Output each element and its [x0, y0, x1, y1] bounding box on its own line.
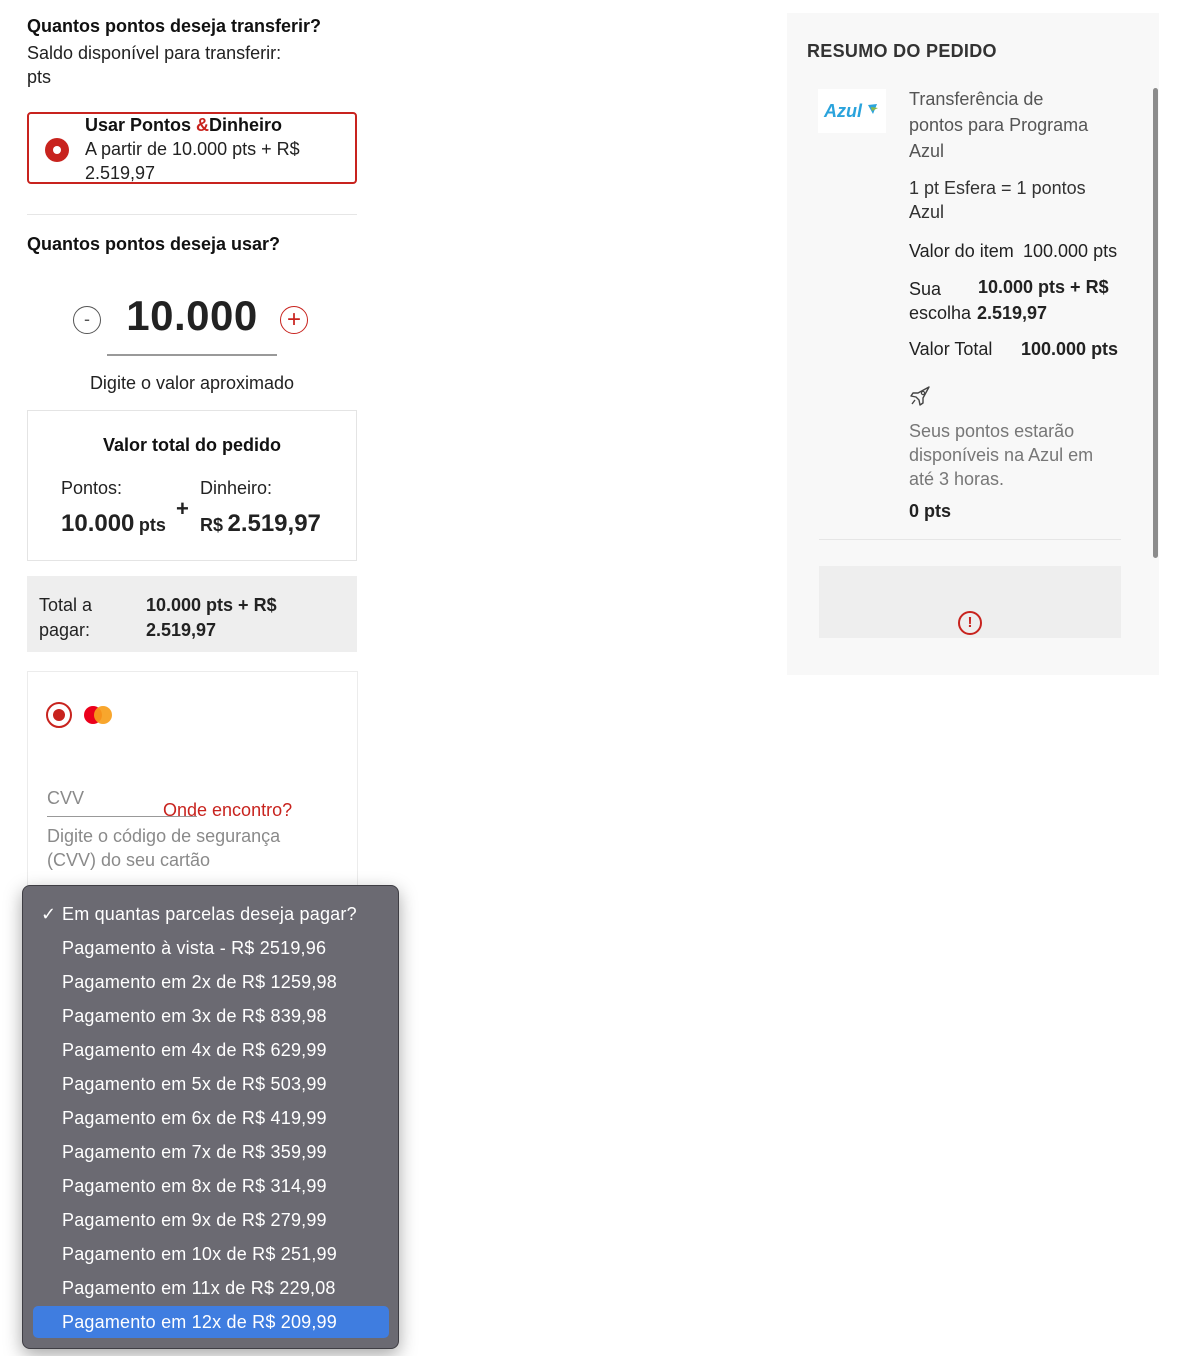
mastercard-icon — [84, 706, 114, 724]
item-value: 100.000 pts — [1023, 241, 1118, 261]
installment-option-0[interactable] — [33, 898, 389, 930]
order-total-title: Valor total do pedido — [102, 435, 281, 455]
choice-value-line1: 10.000 pts + R$ — [978, 277, 1109, 297]
transfer-question: Quantos pontos deseja transferir? — [27, 16, 322, 36]
option-desc-line2: 2.519,97 — [85, 163, 156, 183]
section-divider — [27, 214, 357, 215]
delivery-line1: Seus pontos estarão — [909, 421, 1075, 441]
points-input-underline — [107, 354, 277, 356]
points-balance: 0 pts — [909, 501, 952, 521]
summary-divider — [819, 539, 1121, 540]
order-total-card — [27, 410, 357, 561]
card-radio-dot — [53, 709, 65, 721]
where-to-find-link[interactable]: Onde encontro? — [163, 800, 293, 820]
installment-option-8[interactable]: Pagamento em 8x de R$ 314,99 — [62, 1176, 327, 1196]
choice-label-line2: escolha — [909, 303, 972, 323]
checkmark-icon: ✓ — [41, 904, 57, 924]
installment-option-7[interactable]: Pagamento em 7x de R$ 359,99 — [62, 1142, 327, 1162]
installment-option-3[interactable]: Pagamento em 3x de R$ 839,98 — [62, 1006, 327, 1026]
summary-title: RESUMO DO PEDIDO — [807, 41, 997, 61]
product-line3: Azul — [909, 141, 945, 161]
total-to-pay-box — [27, 576, 357, 652]
money-label: Dinheiro: — [200, 478, 273, 498]
order-summary-panel — [787, 13, 1159, 675]
payment-card-box — [27, 671, 358, 891]
increment-button[interactable] — [280, 306, 308, 334]
total-value-label: Valor Total — [909, 339, 993, 359]
option-title — [85, 115, 282, 136]
installment-option-12[interactable]: Pagamento em 12x de R$ 209,99 — [33, 1306, 389, 1338]
total-to-pay-label-line2: pagar: — [39, 620, 91, 640]
money-total — [200, 510, 321, 538]
choice-label-line1: Sua — [909, 279, 942, 299]
money-currency: R$ — [200, 515, 224, 535]
balance-unit: pts — [27, 67, 52, 87]
points-hint: Digite o valor aproximado — [89, 373, 295, 393]
rate-line2: Azul — [909, 202, 945, 222]
minus-icon: - — [84, 309, 90, 329]
decrement-button[interactable] — [73, 306, 101, 334]
points-total-value: 10.000 — [61, 510, 135, 537]
azul-logo-text: Azul — [824, 101, 862, 121]
installment-option-9[interactable]: Pagamento em 9x de R$ 279,99 — [62, 1210, 327, 1230]
option-title-amp: & — [196, 115, 210, 135]
option-title-part1: Usar Pontos — [85, 115, 197, 135]
points-total-unit: pts — [138, 515, 166, 535]
product-line2: pontos para Programa — [909, 115, 1089, 135]
plus-sign: + — [176, 496, 189, 521]
option-radio[interactable] — [45, 138, 69, 162]
total-to-pay-value-line2: 2.519,97 — [146, 620, 217, 640]
installment-option-6[interactable]: Pagamento em 6x de R$ 419,99 — [62, 1108, 327, 1128]
installment-option-label: Em quantas parcelas deseja pagar? — [62, 904, 357, 924]
cvv-hint-line2: (CVV) do seu cartão — [47, 850, 211, 870]
installment-option-2[interactable]: Pagamento em 2x de R$ 1259,98 — [62, 972, 337, 992]
points-total — [61, 510, 166, 538]
points-and-money-option[interactable] — [27, 112, 357, 184]
money-total-value: 2.519,97 — [227, 510, 321, 537]
cvv-input[interactable]: CVV — [47, 788, 85, 808]
installments-dropdown[interactable] — [22, 885, 399, 1349]
balance-label: Saldo disponível para transferir: — [27, 43, 282, 63]
installment-option-10[interactable]: Pagamento em 10x de R$ 251,99 — [62, 1244, 337, 1264]
installment-option-1[interactable]: Pagamento à vista - R$ 2519,96 — [62, 938, 327, 958]
product-line1: Transferência de — [909, 89, 1044, 109]
card-radio[interactable] — [46, 702, 72, 728]
delivery-line3: até 3 horas. — [909, 469, 1005, 489]
plus-icon: + — [286, 305, 301, 333]
points-input[interactable]: 10.000 — [126, 292, 258, 339]
summary-alert-box — [819, 566, 1121, 638]
points-label: Pontos: — [61, 478, 123, 498]
choice-value-line2: 2.519,97 — [977, 303, 1048, 323]
installment-option-4[interactable]: Pagamento em 4x de R$ 629,99 — [62, 1040, 327, 1060]
installment-option-5[interactable]: Pagamento em 5x de R$ 503,99 — [62, 1074, 327, 1094]
item-value-label: Valor do item — [909, 241, 1014, 261]
summary-scrollbar[interactable] — [1153, 88, 1158, 558]
rocket-icon — [909, 385, 931, 407]
option-desc-line1: A partir de 10.000 pts + R$ — [85, 139, 300, 159]
cvv-hint-line1: Digite o código de segurança — [47, 826, 281, 846]
rate-line1: 1 pt Esfera = 1 pontos — [909, 178, 1086, 198]
option-title-part2: Dinheiro — [209, 115, 283, 135]
installment-option-11[interactable]: Pagamento em 11x de R$ 229,08 — [62, 1278, 336, 1298]
total-value: 100.000 pts — [1021, 339, 1119, 359]
delivery-line2: disponíveis na Azul em — [909, 445, 1094, 465]
use-points-question: Quantos pontos deseja usar? — [27, 234, 281, 254]
total-to-pay-label-line1: Total a — [39, 595, 93, 615]
alert-icon: ! — [958, 611, 982, 635]
total-to-pay-value-line1: 10.000 pts + R$ — [146, 595, 277, 615]
azul-logo-mark — [866, 102, 880, 116]
azul-logo — [818, 89, 886, 133]
